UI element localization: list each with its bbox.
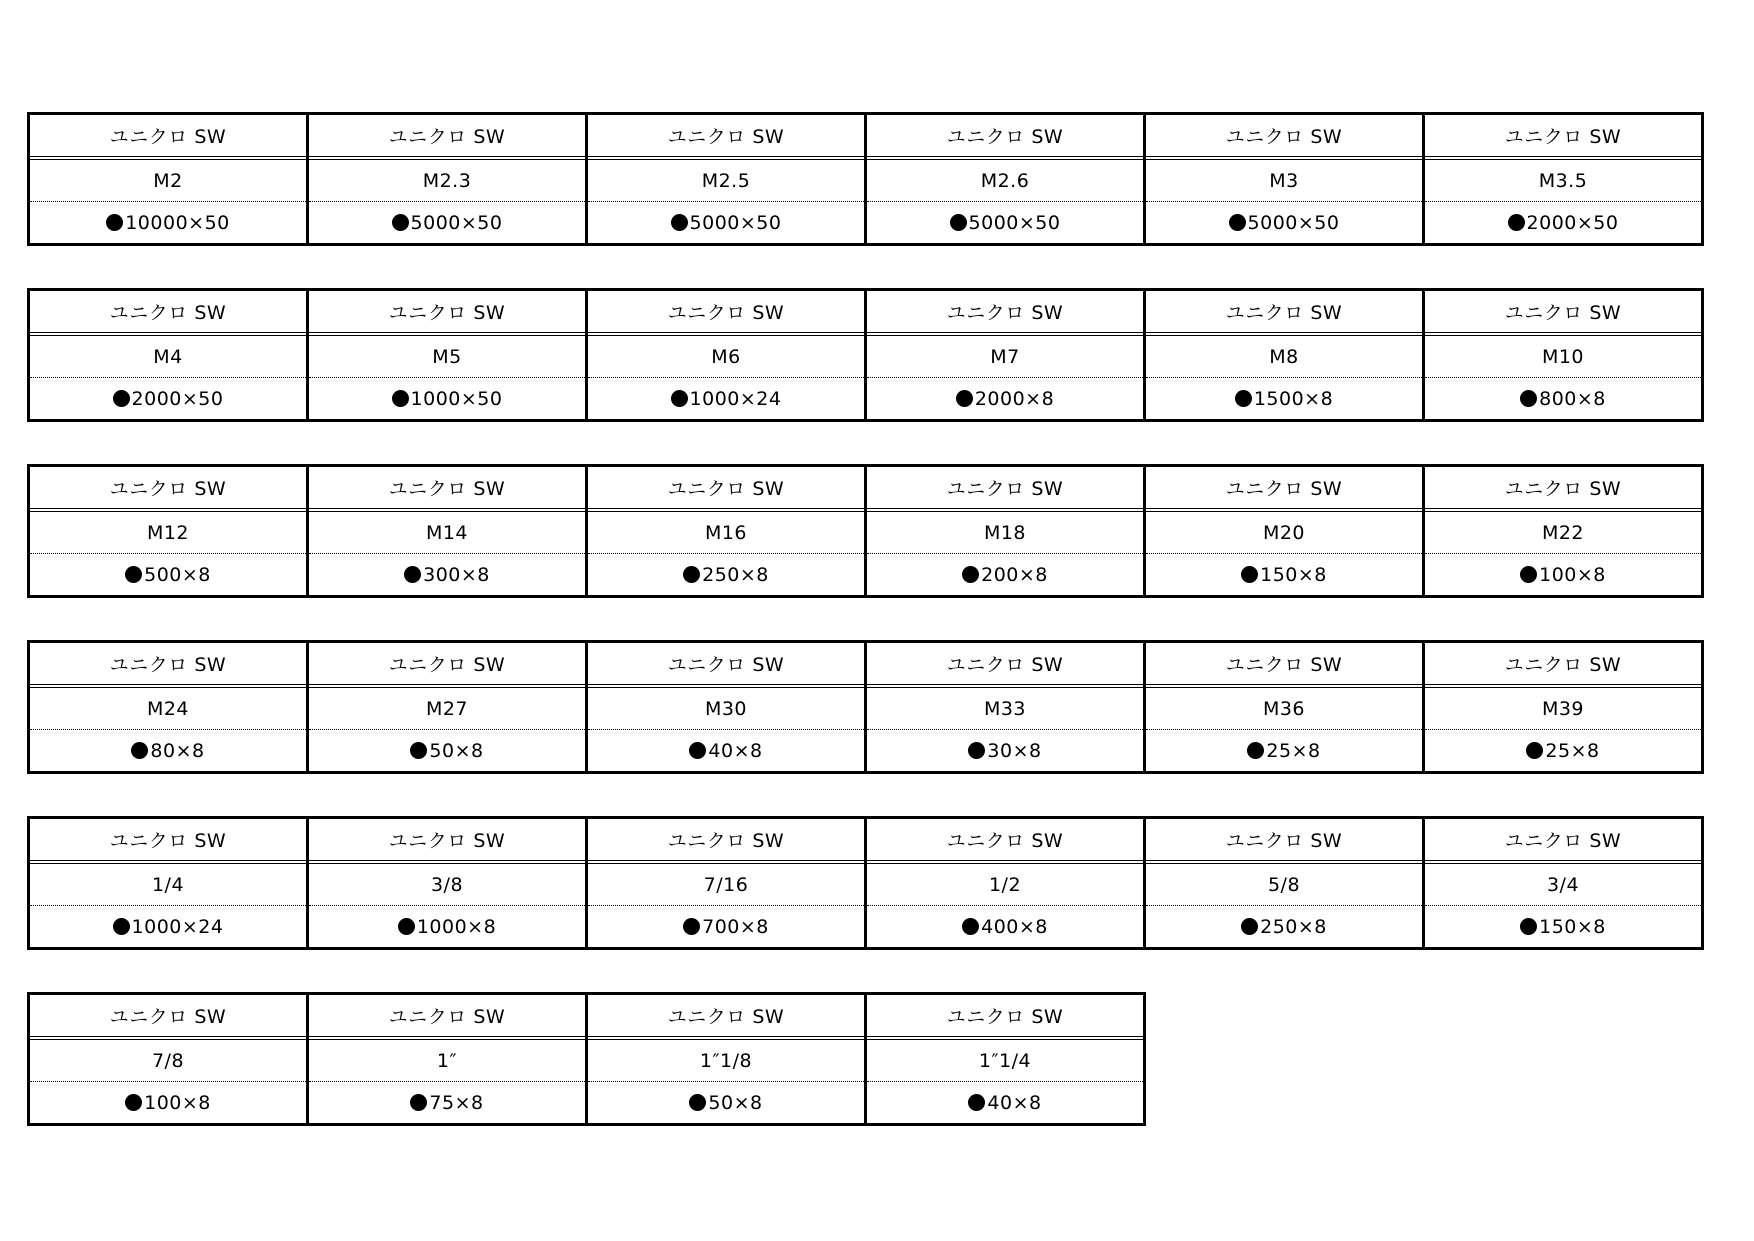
bullet-dot-icon	[1229, 214, 1246, 231]
label-title: ユニクロ SW	[1146, 115, 1422, 160]
label-size: 1″1/4	[867, 1040, 1143, 1082]
label-row	[27, 640, 1704, 774]
label-size: M22	[1425, 512, 1701, 554]
label-quantity-cell	[588, 378, 864, 419]
label-size: M10	[1425, 336, 1701, 378]
label-size: M12	[30, 512, 306, 554]
label-card	[1143, 464, 1425, 598]
label-size: 1″1/8	[588, 1040, 864, 1082]
label-quantity-cell	[30, 906, 306, 947]
label-quantity-cell	[30, 730, 306, 771]
label-quantity-cell	[309, 906, 585, 947]
bullet-dot-icon	[671, 390, 688, 407]
label-card	[1143, 288, 1425, 422]
label-title: ユニクロ SW	[309, 467, 585, 512]
label-quantity: 40×8	[987, 1091, 1042, 1114]
label-title: ユニクロ SW	[1146, 291, 1422, 336]
label-quantity: 150×8	[1260, 563, 1327, 586]
label-card	[306, 992, 588, 1126]
label-quantity: 1000×50	[410, 387, 503, 410]
label-quantity-cell	[309, 1082, 585, 1123]
bullet-dot-icon	[404, 566, 421, 583]
bullet-dot-icon	[689, 742, 706, 759]
label-quantity: 1000×24	[689, 387, 782, 410]
label-title: ユニクロ SW	[309, 995, 585, 1040]
bullet-dot-icon	[1247, 742, 1264, 759]
bullet-dot-icon	[1241, 918, 1258, 935]
bullet-dot-icon	[1526, 742, 1543, 759]
label-card	[585, 464, 867, 598]
label-row	[27, 992, 1146, 1126]
label-title: ユニクロ SW	[30, 467, 306, 512]
label-title: ユニクロ SW	[1425, 115, 1701, 160]
label-title: ユニクロ SW	[588, 291, 864, 336]
label-quantity-cell	[1425, 554, 1701, 595]
label-size: M3	[1146, 160, 1422, 202]
label-card	[585, 640, 867, 774]
label-quantity-cell	[588, 730, 864, 771]
bullet-dot-icon	[113, 390, 130, 407]
label-quantity: 200×8	[981, 563, 1048, 586]
label-quantity: 5000×50	[968, 211, 1061, 234]
label-quantity: 1000×8	[416, 915, 497, 938]
label-quantity: 5000×50	[410, 211, 503, 234]
bullet-dot-icon	[392, 214, 409, 231]
label-card	[1422, 640, 1704, 774]
label-quantity: 2000×50	[1526, 211, 1619, 234]
label-title: ユニクロ SW	[30, 115, 306, 160]
label-quantity-cell	[309, 202, 585, 243]
label-size: M3.5	[1425, 160, 1701, 202]
label-size: M2.3	[309, 160, 585, 202]
label-quantity-cell	[309, 730, 585, 771]
label-quantity: 30×8	[987, 739, 1042, 762]
label-quantity-cell	[1146, 906, 1422, 947]
label-quantity-cell	[309, 554, 585, 595]
label-quantity: 500×8	[144, 563, 211, 586]
label-quantity: 700×8	[702, 915, 769, 938]
label-size: 3/8	[309, 864, 585, 906]
label-card	[1422, 288, 1704, 422]
label-quantity: 75×8	[429, 1091, 484, 1114]
label-size: M33	[867, 688, 1143, 730]
label-row	[27, 464, 1704, 598]
label-quantity: 2000×50	[131, 387, 224, 410]
label-quantity-cell	[588, 554, 864, 595]
label-quantity: 250×8	[1260, 915, 1327, 938]
label-size: 3/4	[1425, 864, 1701, 906]
label-size: M30	[588, 688, 864, 730]
label-size: 1/4	[30, 864, 306, 906]
label-card	[27, 640, 309, 774]
label-card	[864, 464, 1146, 598]
label-quantity: 50×8	[429, 739, 484, 762]
label-card	[27, 992, 309, 1126]
label-quantity: 300×8	[423, 563, 490, 586]
label-title: ユニクロ SW	[1425, 819, 1701, 864]
label-title: ユニクロ SW	[1425, 643, 1701, 688]
bullet-dot-icon	[1508, 214, 1525, 231]
label-quantity-cell	[30, 1082, 306, 1123]
label-quantity-cell	[1425, 202, 1701, 243]
bullet-dot-icon	[410, 742, 427, 759]
bullet-dot-icon	[1520, 918, 1537, 935]
label-quantity: 2000×8	[974, 387, 1055, 410]
label-title: ユニクロ SW	[30, 643, 306, 688]
label-card	[1422, 464, 1704, 598]
label-quantity: 40×8	[708, 739, 763, 762]
label-card	[27, 112, 309, 246]
label-size: M8	[1146, 336, 1422, 378]
label-title: ユニクロ SW	[867, 291, 1143, 336]
label-quantity: 5000×50	[689, 211, 782, 234]
label-quantity-cell	[867, 378, 1143, 419]
label-title: ユニクロ SW	[1146, 819, 1422, 864]
label-quantity-cell	[867, 554, 1143, 595]
label-title: ユニクロ SW	[30, 819, 306, 864]
label-card	[585, 992, 867, 1126]
label-card	[27, 464, 309, 598]
label-size: M20	[1146, 512, 1422, 554]
label-title: ユニクロ SW	[309, 291, 585, 336]
label-card	[27, 816, 309, 950]
label-card	[27, 288, 309, 422]
bullet-dot-icon	[683, 918, 700, 935]
label-quantity-cell	[1146, 202, 1422, 243]
label-card	[864, 288, 1146, 422]
bullet-dot-icon	[962, 918, 979, 935]
label-size: M39	[1425, 688, 1701, 730]
bullet-dot-icon	[689, 1094, 706, 1111]
label-quantity: 100×8	[1539, 563, 1606, 586]
label-size: M27	[309, 688, 585, 730]
label-card	[306, 640, 588, 774]
label-quantity: 80×8	[150, 739, 205, 762]
label-quantity: 1500×8	[1253, 387, 1334, 410]
label-card	[306, 816, 588, 950]
label-title: ユニクロ SW	[867, 819, 1143, 864]
bullet-dot-icon	[950, 214, 967, 231]
label-quantity: 10000×50	[125, 211, 230, 234]
label-quantity-cell	[30, 202, 306, 243]
label-size: M5	[309, 336, 585, 378]
label-card	[1422, 112, 1704, 246]
bullet-dot-icon	[956, 390, 973, 407]
label-card	[585, 112, 867, 246]
label-title: ユニクロ SW	[1146, 643, 1422, 688]
label-title: ユニクロ SW	[309, 643, 585, 688]
label-card	[864, 816, 1146, 950]
bullet-dot-icon	[113, 918, 130, 935]
label-quantity-cell	[588, 1082, 864, 1123]
label-title: ユニクロ SW	[588, 995, 864, 1040]
label-size: M16	[588, 512, 864, 554]
label-quantity: 50×8	[708, 1091, 763, 1114]
label-size: 1″	[309, 1040, 585, 1082]
bullet-dot-icon	[125, 1094, 142, 1111]
label-size: M2.6	[867, 160, 1143, 202]
label-card	[1143, 640, 1425, 774]
label-quantity: 25×8	[1266, 739, 1321, 762]
label-size: M6	[588, 336, 864, 378]
label-size: 1/2	[867, 864, 1143, 906]
label-card	[1422, 816, 1704, 950]
label-size: M18	[867, 512, 1143, 554]
label-title: ユニクロ SW	[1146, 467, 1422, 512]
bullet-dot-icon	[1235, 390, 1252, 407]
label-title: ユニクロ SW	[30, 995, 306, 1040]
label-quantity: 1000×24	[131, 915, 224, 938]
label-quantity-cell	[588, 906, 864, 947]
label-quantity: 400×8	[981, 915, 1048, 938]
label-title: ユニクロ SW	[867, 467, 1143, 512]
label-title: ユニクロ SW	[588, 819, 864, 864]
label-quantity-cell	[867, 906, 1143, 947]
label-size: 5/8	[1146, 864, 1422, 906]
label-quantity-cell	[1425, 730, 1701, 771]
label-card	[864, 992, 1146, 1126]
label-card	[1143, 816, 1425, 950]
label-quantity-cell	[867, 1082, 1143, 1123]
label-title: ユニクロ SW	[1425, 467, 1701, 512]
label-quantity: 25×8	[1545, 739, 1600, 762]
label-size: M24	[30, 688, 306, 730]
label-title: ユニクロ SW	[588, 643, 864, 688]
label-card	[864, 640, 1146, 774]
label-card	[306, 288, 588, 422]
label-quantity: 800×8	[1539, 387, 1606, 410]
label-quantity-cell	[867, 202, 1143, 243]
label-card	[306, 112, 588, 246]
label-title: ユニクロ SW	[30, 291, 306, 336]
label-quantity-cell	[30, 378, 306, 419]
label-quantity-cell	[309, 378, 585, 419]
label-size: 7/16	[588, 864, 864, 906]
label-card	[1143, 112, 1425, 246]
label-size: M7	[867, 336, 1143, 378]
bullet-dot-icon	[968, 742, 985, 759]
label-quantity-cell	[1146, 730, 1422, 771]
label-row	[27, 112, 1704, 246]
bullet-dot-icon	[671, 214, 688, 231]
label-size: M36	[1146, 688, 1422, 730]
label-quantity-cell	[1425, 906, 1701, 947]
label-card	[306, 464, 588, 598]
label-title: ユニクロ SW	[588, 115, 864, 160]
bullet-dot-icon	[398, 918, 415, 935]
label-row	[27, 288, 1704, 422]
label-quantity: 100×8	[144, 1091, 211, 1114]
label-quantity-cell	[588, 202, 864, 243]
label-quantity-cell	[867, 730, 1143, 771]
label-title: ユニクロ SW	[867, 995, 1143, 1040]
bullet-dot-icon	[131, 742, 148, 759]
bullet-dot-icon	[683, 566, 700, 583]
label-quantity: 150×8	[1539, 915, 1606, 938]
label-card	[585, 288, 867, 422]
label-title: ユニクロ SW	[309, 115, 585, 160]
label-size: 7/8	[30, 1040, 306, 1082]
bullet-dot-icon	[968, 1094, 985, 1111]
label-size: M2	[30, 160, 306, 202]
label-size: M2.5	[588, 160, 864, 202]
label-quantity-cell	[1146, 378, 1422, 419]
bullet-dot-icon	[962, 566, 979, 583]
label-title: ユニクロ SW	[867, 115, 1143, 160]
label-quantity-cell	[30, 554, 306, 595]
label-row	[27, 816, 1704, 950]
label-size: M14	[309, 512, 585, 554]
label-title: ユニクロ SW	[309, 819, 585, 864]
bullet-dot-icon	[1241, 566, 1258, 583]
bullet-dot-icon	[392, 390, 409, 407]
bullet-dot-icon	[106, 214, 123, 231]
label-card	[864, 112, 1146, 246]
label-quantity: 250×8	[702, 563, 769, 586]
label-quantity: 5000×50	[1247, 211, 1340, 234]
bullet-dot-icon	[1520, 566, 1537, 583]
label-quantity-cell	[1425, 378, 1701, 419]
label-title: ユニクロ SW	[1425, 291, 1701, 336]
label-size: M4	[30, 336, 306, 378]
bullet-dot-icon	[410, 1094, 427, 1111]
label-title: ユニクロ SW	[867, 643, 1143, 688]
bullet-dot-icon	[1520, 390, 1537, 407]
bullet-dot-icon	[125, 566, 142, 583]
label-quantity-cell	[1146, 554, 1422, 595]
label-title: ユニクロ SW	[588, 467, 864, 512]
label-card	[585, 816, 867, 950]
